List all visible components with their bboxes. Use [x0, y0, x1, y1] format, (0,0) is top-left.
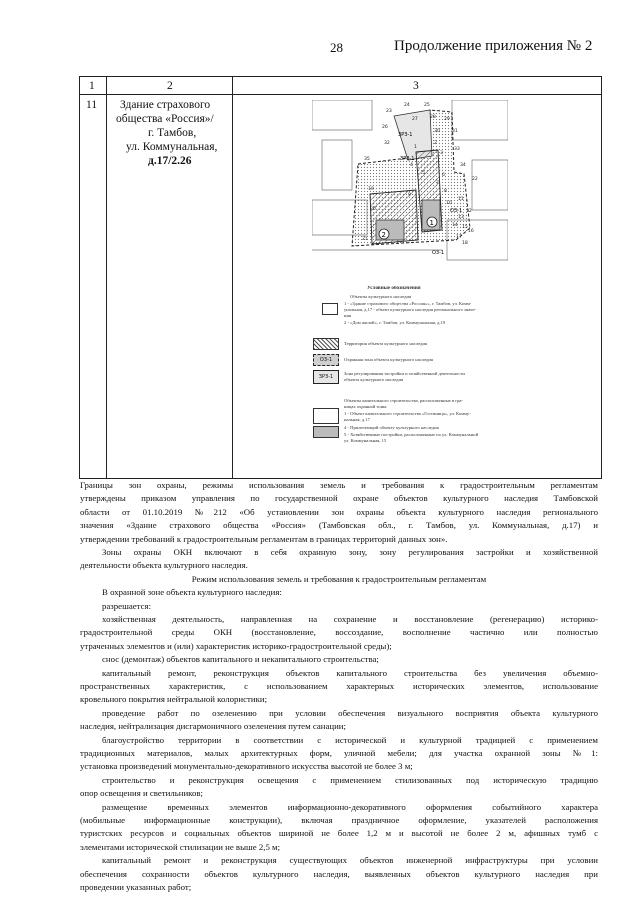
legend-swatch-outbuildings	[313, 426, 339, 438]
text-line: значения «Здание страхового общества «Россия» (Тамбовская обл., г. Тамбов, ул. Коммунальная, д.17) и	[80, 520, 598, 531]
legend-swatch-heritage-object	[322, 303, 338, 315]
point-number: 21	[362, 237, 368, 242]
text-line: разрешается:	[102, 600, 152, 611]
point-number: 26	[382, 125, 388, 130]
point-number: 34	[460, 163, 466, 168]
point-number: 3	[440, 151, 443, 156]
point-number: 9	[408, 193, 411, 198]
legend-protection-zone-label: Охранная зона объекта культурного наследия	[344, 357, 433, 362]
point-number: 13	[458, 215, 464, 220]
zone-code-label: ЗРЗ-1	[398, 132, 413, 138]
legend-group2-line: ул. Коммунальная, 15	[344, 438, 387, 443]
point-number: 33	[454, 147, 460, 152]
text-line: пространственных характеристик, с использованием характерных исторических элементов, использование	[80, 681, 598, 691]
point-number: 6	[442, 173, 445, 178]
legend-group2-line: 1 - Объект капитального строительства «Гостиница», ул. Комму-	[344, 411, 471, 416]
point-number: 10	[446, 201, 452, 206]
text-line: Границы зон охраны, режимы использования земель и требования к градостроительным регламентам	[80, 480, 598, 490]
point-number: 5	[422, 171, 425, 176]
legend-group2-line: ницах охранной зоны:	[344, 404, 388, 409]
text-line: установка произведений монументально-декоративного искусства высотой не более 3 м;	[80, 761, 413, 772]
text-line: хозяйственная деятельность, направленная на сохранение и восстановление (регенерацию) историко-	[102, 614, 598, 624]
zone-code-label: ЗРЗ-1	[400, 156, 415, 162]
row-number: 11	[86, 99, 98, 111]
legend-regulation-zone-line: объекта культурного наследия	[344, 377, 404, 382]
text-line: капитальный ремонт, реконструкция объектов капитального строительства без увеличения объемно-	[102, 667, 598, 678]
zone-number: 2	[381, 231, 386, 239]
text-line: обеспечения сохранности объектов культурного наследия, выявленных объектов культурного наследия при	[80, 868, 598, 879]
point-number: 32	[384, 141, 390, 146]
point-number: 30	[434, 129, 440, 134]
point-number: 11	[458, 197, 464, 202]
legend-regulation-zone-line: Зона регулирования застройки и хозяйственной деятельности	[344, 371, 465, 376]
text-line: снос (демонтаж) объектов капитального и некапитального строительства;	[102, 654, 379, 665]
point-number: 14	[452, 223, 458, 228]
point-number: 16	[468, 229, 474, 234]
legend-item: ния	[344, 313, 352, 318]
legend-swatch-protection-zone: ОЗ-1	[313, 354, 339, 366]
text-line: деятельности объекта культурного наследия.	[80, 560, 248, 571]
point-number: 1	[414, 145, 417, 150]
object-name-line: д.17/2.26	[148, 155, 192, 167]
zone-code-label: ОЗ-1	[450, 208, 463, 214]
text-line: капитальный ремонт и реконструкция существующих объектов инженерной инфраструктуры при условии	[102, 855, 598, 866]
legend-swatch-territory	[313, 338, 339, 350]
point-number: 22	[472, 177, 478, 182]
column-header-2: 2	[167, 80, 173, 92]
text-line: традиционных материалов, малых архитектурных форм, уличной мебели; для участка охранной зоны №1:	[80, 748, 598, 758]
text-line: туристских ресурсов и социальных объектов шириной не более 1,2 м и высотой не более 2 м, афишных тумб с	[80, 828, 598, 839]
legend-item: 2 - «Дом жилой», г. Тамбов, ул. Коммунальная, д.19	[344, 320, 446, 325]
text-line: элементами исторической стилизации не выше 2,5 м;	[80, 841, 281, 852]
legend-territory-label: Территория объекта культурного наследия	[344, 341, 428, 346]
point-number: 20	[370, 207, 376, 212]
text-line: опор освещения и светильников;	[80, 788, 203, 799]
point-number: 31	[452, 129, 458, 134]
zone-code-label: ОЗ-1	[432, 250, 445, 256]
point-number: 28	[430, 115, 436, 120]
column-header-1: 1	[89, 80, 95, 92]
legend-item: унальная, д.17 - объект культурного наследия регионального значе-	[344, 307, 477, 312]
text-line: Режим использования земель и требования к градостроительным регламентам	[191, 573, 487, 584]
column-header-3: 3	[413, 80, 419, 92]
object-name-line: общества «Россия»/	[116, 113, 214, 125]
point-number: 24	[404, 103, 410, 108]
legend-swatch-regulation-zone: ЗРЗ-1	[313, 370, 339, 384]
zone-map	[312, 100, 508, 270]
text-line: утверждены приказом управления по государственной охране объектов культурного наследия Тамбовской	[80, 493, 598, 504]
text-line: (мобильные информационные конструкции), включая праздничное оформление, указателей расположения	[80, 815, 598, 825]
text-line: Зоны охраны ОКН включают в себя охранную зону, зону регулирования застройки и хозяйственной	[102, 547, 598, 557]
legend-swatch-existing-buildings	[313, 408, 339, 424]
point-number: 18	[462, 241, 468, 246]
object-name-line: Здание страхового	[120, 99, 211, 111]
object-name-line: ул. Коммунальная,	[126, 141, 218, 153]
point-number: 25	[424, 103, 430, 108]
legend-group2-line: нальная, д.17	[344, 417, 370, 422]
text-line: проведение работ по озеленению при условии обеспечения визуального восприятия объекта культурного	[102, 707, 598, 718]
text-line: В охранной зоне объекта культурного наследия:	[102, 587, 282, 598]
point-number: 2	[434, 141, 437, 146]
text-line: благоустройство территории в соответствии с исторической и культурной традицией с применением	[102, 734, 598, 745]
legend-group2-line: 5 - Хозяйственные постройки, расположенные по ул. Коммунальной	[344, 432, 479, 437]
text-line: проведении указанных работ;	[80, 882, 192, 892]
point-number: 4	[410, 163, 413, 168]
page-number: 28	[330, 40, 343, 55]
legend-title: Условные обозначения	[367, 286, 421, 291]
legend-group2-line: Объекты капитального строительства, расположенные в гра-	[344, 398, 463, 403]
point-number: 7	[436, 181, 439, 186]
text-line: области от 01.10.2019 №212 «Об установлении зон охраны объекта культурного наследия регионального	[80, 506, 598, 517]
legend-group2-line: 4 - Прилегающий объекту культурного наследия	[344, 425, 439, 430]
point-number: 12	[466, 209, 472, 214]
point-number: 35	[364, 157, 370, 162]
text-line: утраченных элементов и (или) характеристик историко-градостроительной среды);	[80, 640, 392, 651]
legend-item: 1 - «Здание страхового общества «Россия»», г. Тамбов, ул. Комм-	[344, 301, 472, 306]
zone-number: 1	[429, 219, 434, 227]
text-line: наследия, нейтрализация дисгармоничного озеленения путем санации;	[80, 721, 346, 732]
text-line: утверждении требований к градостроительным регламентам в границах территорий данных зон».	[80, 533, 448, 544]
text-line: кровельного покрытия нейтральной колористики;	[80, 694, 268, 705]
point-number: 23	[386, 109, 392, 114]
text-line: градостроительной среды ОКН (восстановление, воссоздание, восполнение частично или полностью	[80, 627, 598, 638]
point-number: 19	[368, 187, 374, 192]
point-number: 8	[444, 189, 447, 194]
zone-map-drawing	[312, 100, 508, 270]
point-number: 29	[444, 117, 450, 122]
object-name-line: г. Тамбов,	[148, 127, 197, 139]
appendix-continuation-title: Продолжение приложения № 2	[394, 38, 593, 54]
text-line: размещение временных элементов информационно-декоративного оформления событийного характера	[102, 801, 598, 812]
legend-group-title: Объекты культурного наследия	[350, 294, 412, 299]
point-number: 15	[462, 225, 468, 230]
text-line: строительство и реконструкция освещения с применением стилизованных под историческую традицию	[102, 774, 598, 785]
point-number: 27	[412, 117, 418, 122]
point-number: 17	[456, 235, 462, 240]
